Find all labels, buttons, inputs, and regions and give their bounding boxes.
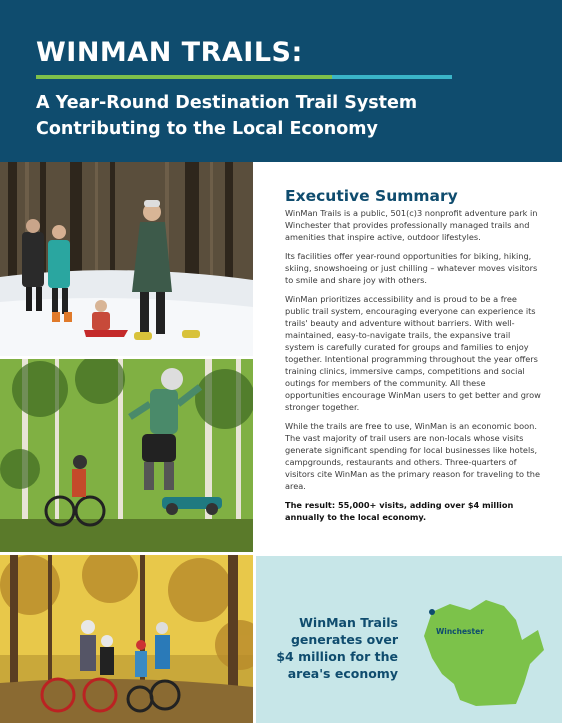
callout-text: WinMan Trails generates over $4 million for the area's economy (276, 615, 398, 681)
summary-paragraph: Its facilities offer year-round opportunities for biking, hiking, skiing, snowshoeing or just chilling – whatever moves visitors to smile and share joy with others. (285, 251, 538, 285)
title-rule-green (36, 75, 332, 79)
photo-column (0, 162, 253, 723)
mountain-bike-jump-photo (0, 359, 253, 552)
summary-paragraph: While the trails are free to use, WinMan is an economic boon. The vast majority of trail users are non-locals whose visits generate significant spending for local businesses like hotels, campgrounds, restaurants and others. Three-quarters of visitors cite WinMan as the primary reason for traveling to the area. (285, 421, 541, 491)
page-subtitle: A Year-Round Destination Trail System Contributing to the Local Economy (36, 93, 418, 139)
economy-callout (256, 556, 562, 723)
winter-snowshoe-photo (0, 162, 253, 356)
title-rule-teal (332, 75, 452, 79)
summary-result: The result: 55,000+ visits, adding over $4 million annually to the local economy. (285, 500, 514, 522)
summary-paragraph: WinMan prioritizes accessibility and is proud to be a free public trail system, encouraging everyone can experience its trails' beauty and adventure without barriers. With well-maintained, easy-to-navigate trails, the expansive trail system is carefully curated for groups and families to enjoy together. Intentional programming throughout the year offers training clinics, immersive camps, competitions and social outings for members of the community. All these opportunities encourage WinMan users to get better and grow stronger together. (285, 294, 541, 412)
wisconsin-map-shape (424, 600, 544, 706)
summary-heading: Executive Summary (285, 187, 458, 205)
header-banner (0, 0, 562, 162)
executive-summary (285, 186, 541, 530)
winchester-marker-icon (429, 609, 435, 615)
winchester-label: Winchester (436, 627, 484, 636)
fall-family-biking-photo (0, 555, 253, 723)
page-title: WINMAN TRAILS: (36, 37, 303, 68)
summary-paragraph: WinMan Trails is a public, 501(c)3 nonprofit adventure park in Winchester that provides professionally managed trails and amenities that inspire active, outdoor lifestyles. (285, 208, 538, 242)
wisconsin-map (412, 576, 552, 716)
